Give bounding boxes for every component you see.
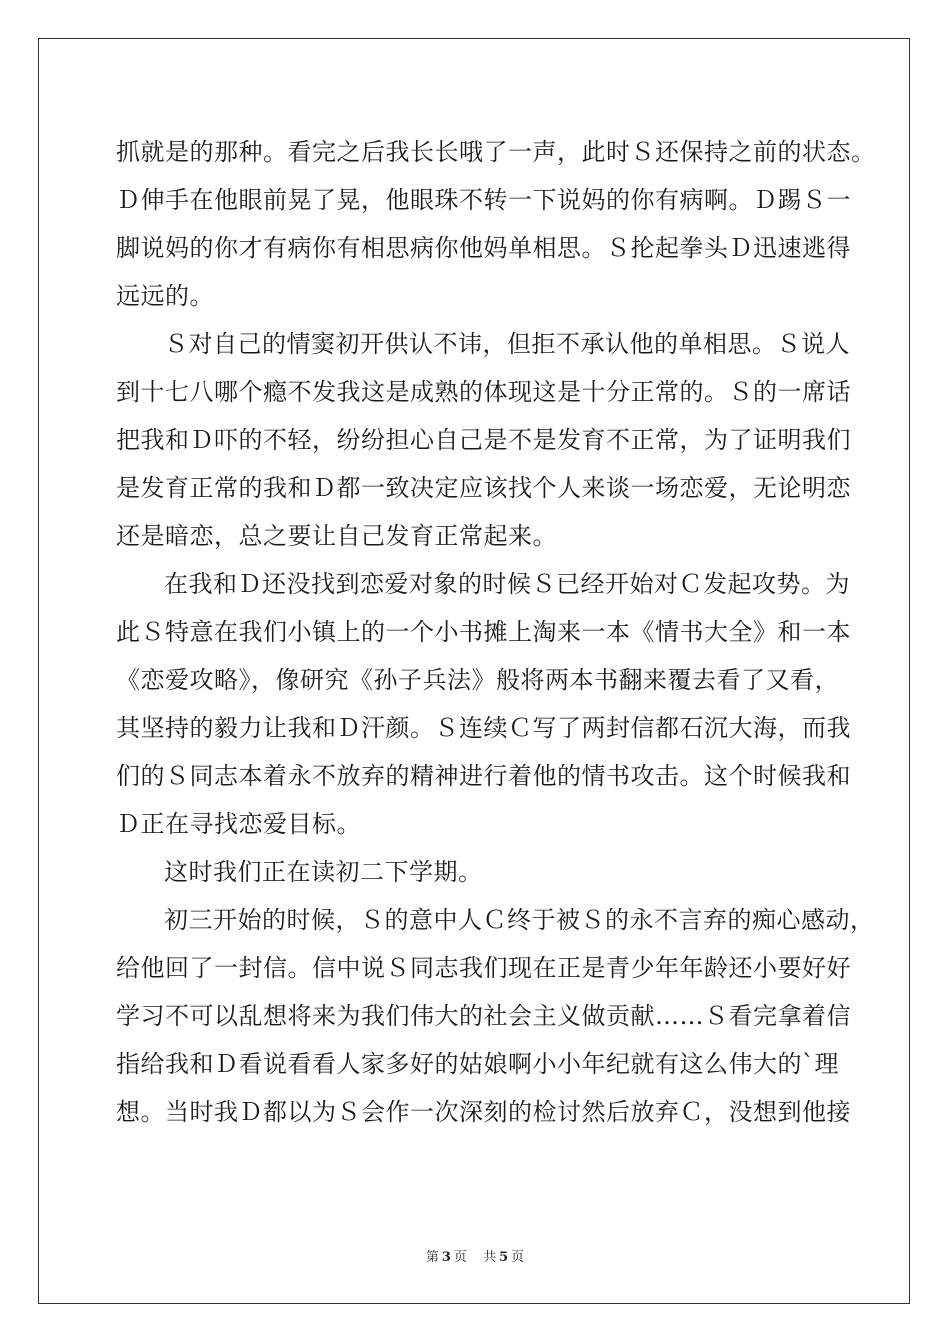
total-prefix: 共 bbox=[483, 1250, 497, 1265]
text-line: 们的Ｓ同志本着永不放弃的精神进行着他的情书攻击。这个时候我和 bbox=[116, 762, 851, 790]
page-total bbox=[480, 1250, 527, 1265]
text-line: 是发育正常的我和Ｄ都一致决定应该找个人来谈一场恋爱，无论明恋 bbox=[116, 474, 851, 502]
text-line: 远远的。 bbox=[116, 282, 214, 310]
text-line: 其坚持的毅力让我和Ｄ汗颜。Ｓ连续Ｃ写了两封信都石沉大海，而我 bbox=[116, 714, 851, 742]
total-pages: 5 bbox=[499, 1250, 509, 1265]
text-line: 还是暗恋，总之要让自己发育正常起来。 bbox=[116, 522, 557, 550]
document-body bbox=[116, 128, 876, 1136]
text-line: 到十七八哪个瘾不发我这是成熟的体现这是十分正常的。Ｓ的一席话 bbox=[116, 378, 851, 406]
text-line: 《恋爱攻略》，像研究《孙子兵法》般将两本书翻来覆去看了又看， bbox=[116, 666, 839, 694]
text-line: 此Ｓ特意在我们小镇上的一个小书摊上淘来一本《情书大全》和一本 bbox=[116, 618, 851, 646]
paragraph-start: 初三开始的时候，Ｓ的意中人Ｃ终于被Ｓ的永不言弃的痴心感动， bbox=[164, 906, 875, 934]
paragraph-start: 在我和Ｄ还没找到恋爱对象的时候Ｓ已经开始对Ｃ发起攻势。为 bbox=[164, 570, 850, 598]
page-footer bbox=[0, 1246, 950, 1265]
page-prefix: 第 bbox=[425, 1250, 439, 1265]
text-line: 脚说妈的你才有病你有相思病你他妈单相思。Ｓ抡起拳头Ｄ迅速逃得 bbox=[116, 234, 851, 262]
total-suffix: 页 bbox=[511, 1250, 525, 1265]
text-line: 指给我和Ｄ看说看看人家多好的姑娘啊小小年纪就有这么伟大的`理 bbox=[116, 1050, 839, 1078]
page-number bbox=[423, 1250, 470, 1265]
text-line: 学习不可以乱想将来为我们伟大的社会主义做贡献……Ｓ看完拿着信 bbox=[116, 1002, 851, 1030]
page-suffix: 页 bbox=[453, 1250, 467, 1265]
text-line: 给他回了一封信。信中说Ｓ同志我们现在正是青少年年龄还小要好好 bbox=[116, 954, 851, 982]
text-line: Ｄ伸手在他眼前晃了晃，他眼珠不转一下说妈的你有病啊。Ｄ踢Ｓ一 bbox=[116, 186, 851, 214]
current-page: 3 bbox=[441, 1250, 451, 1265]
text-line: 想。当时我Ｄ都以为Ｓ会作一次深刻的检讨然后放弃Ｃ，没想到他接 bbox=[116, 1098, 851, 1126]
text-line: 抓就是的那种。看完之后我长长哦了一声，此时Ｓ还保持之前的状态。 bbox=[116, 138, 876, 166]
paragraph-start: 这时我们正在读初二下学期。 bbox=[164, 858, 483, 886]
paragraph-start: Ｓ对自己的情窦初开供认不讳，但拒不承认他的单相思。Ｓ说人 bbox=[164, 330, 850, 358]
text-line: 把我和Ｄ吓的不轻，纷纷担心自己是不是发育不正常，为了证明我们 bbox=[116, 426, 851, 454]
text-line: Ｄ正在寻找恋爱目标。 bbox=[116, 810, 361, 838]
